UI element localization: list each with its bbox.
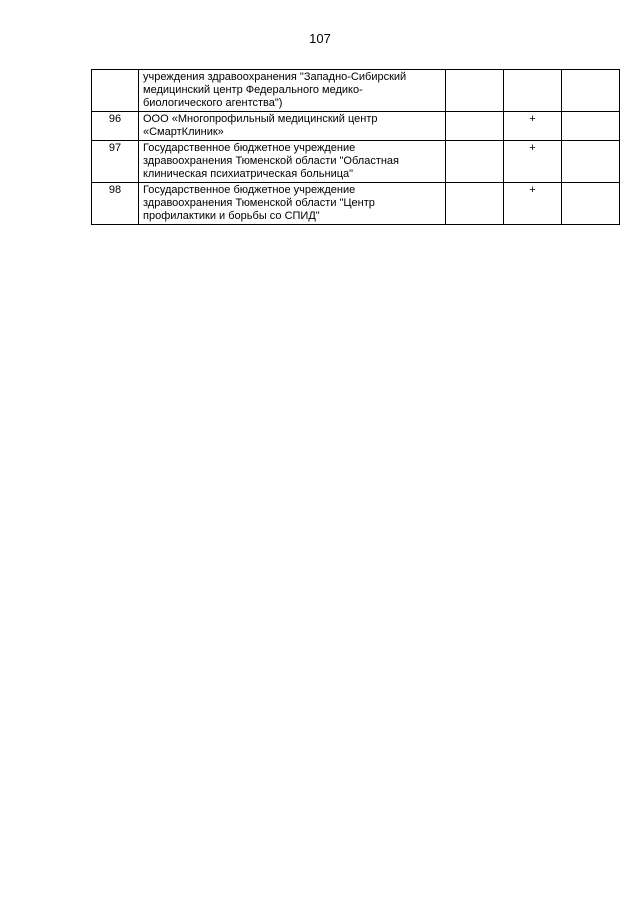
mark-cell-1 <box>446 112 504 141</box>
organization-name-cell: Государственное бюджетное учреждение здравоохранения Тюменской области "Центр профилактики и борьбы со СПИД" <box>139 183 446 225</box>
organization-name-cell: учреждения здравоохранения "Западно-Сибирский медицинский центр Федерального медико-биологического агентства") <box>139 70 446 112</box>
mark-cell-3 <box>562 70 620 112</box>
organizations-table <box>91 69 620 225</box>
table-row <box>92 141 620 183</box>
row-number-cell <box>92 70 139 112</box>
mark-cell-3 <box>562 112 620 141</box>
mark-cell-2: + <box>504 112 562 141</box>
mark-cell-2: + <box>504 141 562 183</box>
mark-cell-1 <box>446 141 504 183</box>
mark-cell-1 <box>446 183 504 225</box>
row-number-cell: 97 <box>92 141 139 183</box>
mark-cell-2 <box>504 70 562 112</box>
table-row <box>92 112 620 141</box>
organization-name-cell: ООО «Многопрофильный медицинский центр «СмартКлиник» <box>139 112 446 141</box>
mark-cell-1 <box>446 70 504 112</box>
mark-cell-2: + <box>504 183 562 225</box>
organization-name-cell: Государственное бюджетное учреждение здравоохранения Тюменской области "Областная клиническая психиатрическая больница" <box>139 141 446 183</box>
table-row <box>92 183 620 225</box>
page-number: 107 <box>309 31 331 46</box>
mark-cell-3 <box>562 183 620 225</box>
row-number-cell: 96 <box>92 112 139 141</box>
mark-cell-3 <box>562 141 620 183</box>
row-number-cell: 98 <box>92 183 139 225</box>
table-row <box>92 70 620 112</box>
